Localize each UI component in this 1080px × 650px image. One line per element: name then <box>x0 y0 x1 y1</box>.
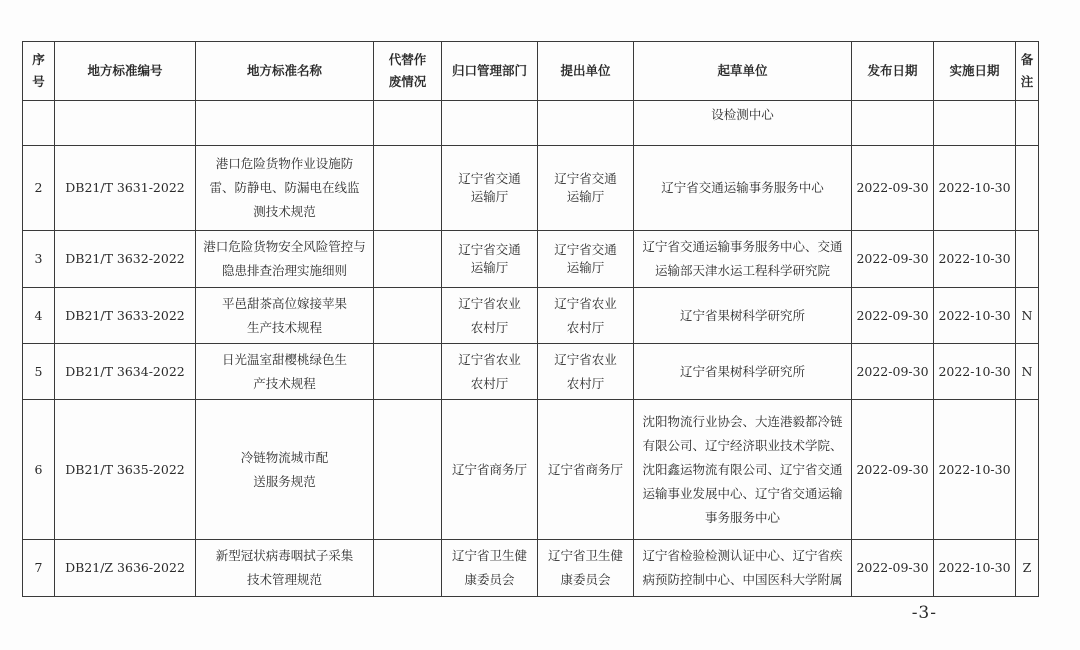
cell-drafter: 辽宁省果树科学研究所 <box>634 344 852 400</box>
header-replace: 代替作废情况 <box>374 42 442 101</box>
cell-drafter: 设检测中心 <box>634 101 852 146</box>
cell-dept: 辽宁省农业农村厅 <box>442 344 538 400</box>
cell-proposer: 辽宁省卫生健康委员会 <box>538 540 634 597</box>
cell-name: 新型冠状病毒咽拭子采集技术管理规范 <box>196 540 374 597</box>
cell-proposer: 辽宁省商务厅 <box>538 400 634 540</box>
cell-code: DB21/T 3635-2022 <box>55 400 196 540</box>
cell-replace <box>374 344 442 400</box>
cell-drafter: 辽宁省果树科学研究所 <box>634 288 852 344</box>
cell-implement <box>934 101 1016 146</box>
cell-publish: 2022-09-30 <box>852 400 934 540</box>
cell-proposer: 辽宁省农业农村厅 <box>538 288 634 344</box>
cell-code: DB21/Z 3636-2022 <box>55 540 196 597</box>
cell-replace <box>374 101 442 146</box>
cell-drafter: 辽宁省交通运输事务服务中心 <box>634 146 852 231</box>
header-publish: 发布日期 <box>852 42 934 101</box>
header-name: 地方标准名称 <box>196 42 374 101</box>
header-proposer: 提出单位 <box>538 42 634 101</box>
table-row <box>23 540 1039 597</box>
cell-dept: 辽宁省农业农村厅 <box>442 288 538 344</box>
cell-dept: 辽宁省交通运输厅 <box>442 231 538 288</box>
cell-dept: 辽宁省商务厅 <box>442 400 538 540</box>
cell-note: N <box>1016 344 1039 400</box>
header-note: 备注 <box>1016 42 1039 101</box>
cell-replace <box>374 288 442 344</box>
table-row <box>23 344 1039 400</box>
cell-drafter: 辽宁省交通运输事务服务中心、交通运输部天津水运工程科学研究院 <box>634 231 852 288</box>
cell-note <box>1016 400 1039 540</box>
cell-drafter: 沈阳物流行业协会、大连港毅都冷链有限公司、辽宁经济职业技术学院、沈阳鑫运物流有限公司、辽宁省交通运输事业发展中心、辽宁省交通运输事务服务中心 <box>634 400 852 540</box>
cell-publish: 2022-09-30 <box>852 344 934 400</box>
cell-note: Z <box>1016 540 1039 597</box>
header-implement: 实施日期 <box>934 42 1016 101</box>
cell-code: DB21/T 3632-2022 <box>55 231 196 288</box>
cell-publish: 2022-09-30 <box>852 231 934 288</box>
cell-name: 平邑甜茶高位嫁接苹果生产技术规程 <box>196 288 374 344</box>
cell-name: 港口危险货物安全风险管控与隐患排查治理实施细则 <box>196 231 374 288</box>
cell-dept: 辽宁省卫生健康委员会 <box>442 540 538 597</box>
cell-publish: 2022-09-30 <box>852 288 934 344</box>
cell-replace <box>374 146 442 231</box>
table-row <box>23 400 1039 540</box>
cell-code: DB21/T 3633-2022 <box>55 288 196 344</box>
cell-publish <box>852 101 934 146</box>
cell-seq: 4 <box>23 288 55 344</box>
cell-code: DB21/T 3634-2022 <box>55 344 196 400</box>
cell-code <box>55 101 196 146</box>
table-header-row <box>23 42 1039 101</box>
table-row <box>23 101 1039 146</box>
page-number: -3- <box>911 603 937 623</box>
cell-implement: 2022-10-30 <box>934 540 1016 597</box>
cell-proposer: 辽宁省交通运输厅 <box>538 146 634 231</box>
cell-proposer: 辽宁省农业农村厅 <box>538 344 634 400</box>
table-row <box>23 288 1039 344</box>
cell-seq: 6 <box>23 400 55 540</box>
cell-replace <box>374 400 442 540</box>
cell-publish: 2022-09-30 <box>852 540 934 597</box>
standards-table <box>22 41 1039 597</box>
cell-implement: 2022-10-30 <box>934 400 1016 540</box>
cell-name: 日光温室甜樱桃绿色生产技术规程 <box>196 344 374 400</box>
cell-implement: 2022-10-30 <box>934 231 1016 288</box>
header-seq: 序号 <box>23 42 55 101</box>
cell-proposer <box>538 101 634 146</box>
cell-note <box>1016 101 1039 146</box>
table-row <box>23 231 1039 288</box>
cell-replace <box>374 231 442 288</box>
cell-proposer: 辽宁省交通运输厅 <box>538 231 634 288</box>
header-dept: 归口管理部门 <box>442 42 538 101</box>
cell-note <box>1016 146 1039 231</box>
cell-replace <box>374 540 442 597</box>
cell-note: N <box>1016 288 1039 344</box>
header-drafter: 起草单位 <box>634 42 852 101</box>
cell-implement: 2022-10-30 <box>934 344 1016 400</box>
header-code: 地方标准编号 <box>55 42 196 101</box>
cell-implement: 2022-10-30 <box>934 288 1016 344</box>
cell-seq: 5 <box>23 344 55 400</box>
cell-name: 港口危险货物作业设施防雷、防静电、防漏电在线监测技术规范 <box>196 146 374 231</box>
cell-name: 冷链物流城市配送服务规范 <box>196 400 374 540</box>
cell-seq: 3 <box>23 231 55 288</box>
cell-implement: 2022-10-30 <box>934 146 1016 231</box>
cell-dept <box>442 101 538 146</box>
cell-dept: 辽宁省交通运输厅 <box>442 146 538 231</box>
cell-publish: 2022-09-30 <box>852 146 934 231</box>
cell-seq <box>23 101 55 146</box>
cell-seq: 7 <box>23 540 55 597</box>
cell-drafter: 辽宁省检验检测认证中心、辽宁省疾病预防控制中心、中国医科大学附属 <box>634 540 852 597</box>
cell-note <box>1016 231 1039 288</box>
cell-name <box>196 101 374 146</box>
table-row <box>23 146 1039 231</box>
cell-seq: 2 <box>23 146 55 231</box>
cell-code: DB21/T 3631-2022 <box>55 146 196 231</box>
